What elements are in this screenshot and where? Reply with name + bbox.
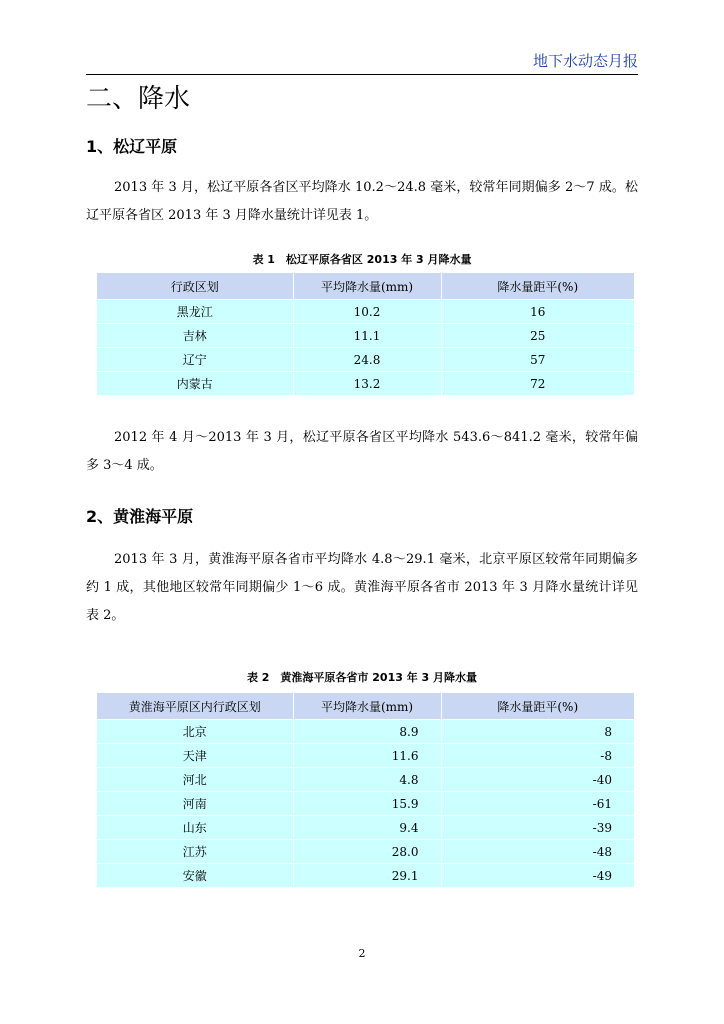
header-divider: [86, 74, 638, 75]
cell-anomaly: 25: [441, 324, 634, 348]
column-header-avg-precip: 平均降水量(mm): [293, 693, 441, 720]
column-header-anomaly: 降水量距平(%): [441, 693, 634, 720]
page-number: 2: [358, 947, 366, 960]
cell-avg-precip: 24.8: [293, 348, 441, 372]
cell-avg-precip: 15.9: [293, 792, 441, 816]
cell-avg-precip: 13.2: [293, 372, 441, 396]
table-header-row: [97, 273, 634, 300]
cell-anomaly: 16: [441, 300, 634, 324]
subsection-heading-huanghuaihai: 2、黄淮海平原: [86, 507, 194, 526]
table-row: [97, 816, 634, 840]
table-row: [97, 792, 634, 816]
cell-avg-precip: 11.6: [293, 744, 441, 768]
cell-avg-precip: 4.8: [293, 768, 441, 792]
section-title: 二、降水: [86, 84, 191, 114]
table-row: [97, 324, 634, 348]
cell-region: 山东: [97, 816, 293, 840]
table1-caption: 表 1 松辽平原各省区 2013 年 3 月降水量: [252, 253, 472, 266]
cell-avg-precip: 9.4: [293, 816, 441, 840]
column-header-region: 黄淮海平原区内行政区划: [97, 693, 293, 720]
cell-anomaly: 8: [441, 720, 634, 744]
table-row: [97, 744, 634, 768]
cell-anomaly: -8: [441, 744, 634, 768]
cell-region: 河南: [97, 792, 293, 816]
column-header-avg-precip: 平均降水量(mm): [293, 273, 441, 300]
table-row: [97, 348, 634, 372]
cell-anomaly: -49: [441, 864, 634, 888]
cell-region: 内蒙古: [97, 372, 293, 396]
cell-anomaly: -39: [441, 816, 634, 840]
paragraph-songliao-march: 2013 年 3 月，松辽平原各省区平均降水 10.2～24.8 毫米，较常年同期偏多 2～7 成。松辽平原各省区 2013 年 3 月降水量统计详见表 1。: [86, 180, 638, 223]
cell-avg-precip: 28.0: [293, 840, 441, 864]
column-header-anomaly: 降水量距平(%): [441, 273, 634, 300]
cell-avg-precip: 8.9: [293, 720, 441, 744]
paragraph-huanghuaihai-march: 2013 年 3 月，黄淮海平原各省市平均降水 4.8～29.1 毫米，北京平原区较常年同期偏多约 1 成，其他地区较常年同期偏少 1～6 成。黄淮海平原各省市 2013 年 3 月降水量统计详见表 2。: [86, 552, 638, 623]
table-row: [97, 840, 634, 864]
table2-huanghuaihai-precipitation: [97, 693, 634, 888]
table1-songliao-precipitation: [97, 273, 634, 396]
cell-avg-precip: 29.1: [293, 864, 441, 888]
cell-anomaly: 57: [441, 348, 634, 372]
cell-region: 辽宁: [97, 348, 293, 372]
report-header-title: 地下水动态月报: [532, 52, 638, 70]
table-header-row: [97, 693, 634, 720]
column-header-region: 行政区划: [97, 273, 293, 300]
subsection-heading-songliao: 1、松辽平原: [86, 137, 178, 156]
cell-avg-precip: 10.2: [293, 300, 441, 324]
cell-region: 北京: [97, 720, 293, 744]
cell-region: 江苏: [97, 840, 293, 864]
cell-region: 安徽: [97, 864, 293, 888]
cell-avg-precip: 11.1: [293, 324, 441, 348]
table-row: [97, 864, 634, 888]
cell-region: 黑龙江: [97, 300, 293, 324]
cell-anomaly: -40: [441, 768, 634, 792]
table-row: [97, 768, 634, 792]
table-row: [97, 720, 634, 744]
cell-region: 吉林: [97, 324, 293, 348]
table2-caption: 表 2 黄淮海平原各省市 2013 年 3 月降水量: [246, 671, 478, 684]
paragraph-songliao-annual: 2012 年 4 月～2013 年 3 月，松辽平原各省区平均降水 543.6～841.2 毫米，较常年偏多 3～4 成。: [86, 430, 638, 473]
table-row: [97, 372, 634, 396]
cell-anomaly: -61: [441, 792, 634, 816]
cell-anomaly: 72: [441, 372, 634, 396]
cell-region: 天津: [97, 744, 293, 768]
cell-region: 河北: [97, 768, 293, 792]
cell-anomaly: -48: [441, 840, 634, 864]
table-row: [97, 300, 634, 324]
